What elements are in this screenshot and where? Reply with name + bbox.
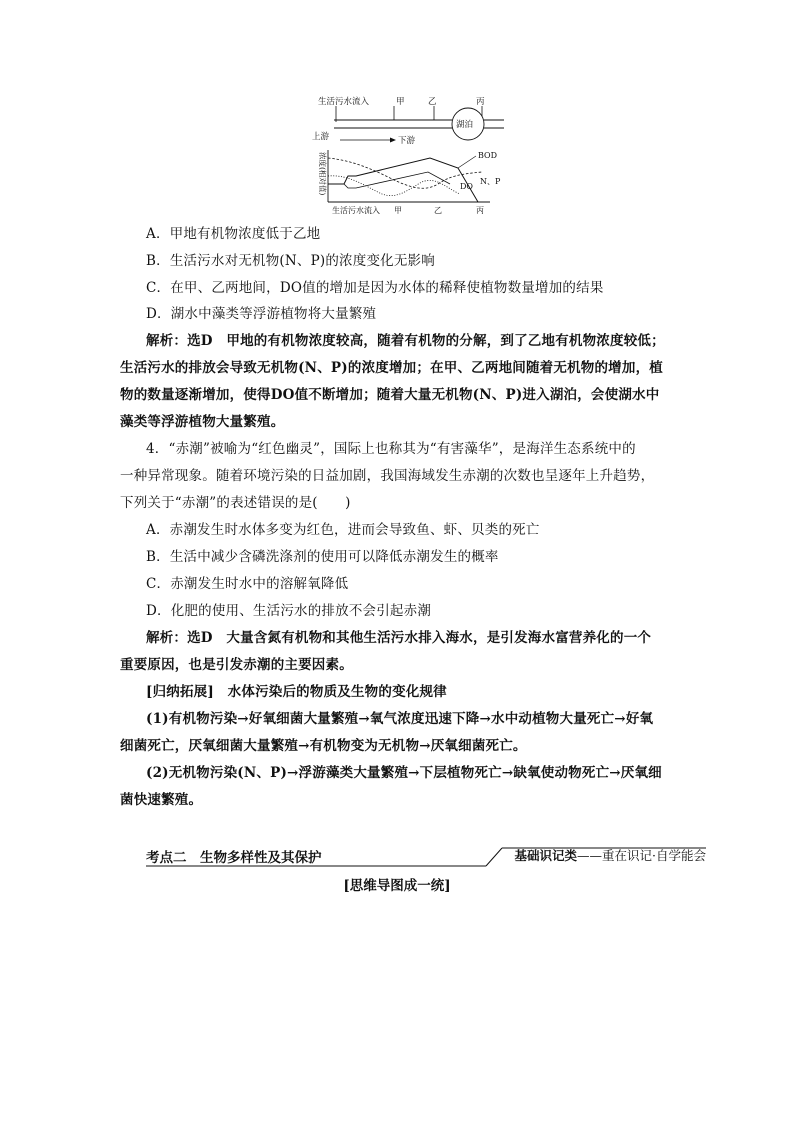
q4-analysis-line-1: 解析：选D 大量含氮有机物和其他生活污水排入海水，是引发海水富营养化的一个 bbox=[146, 630, 652, 646]
flow-arrowhead bbox=[390, 138, 396, 143]
x-label-yi: 乙 bbox=[434, 206, 442, 215]
q3-option-b: B．生活污水对无机物(N、P)的浓度变化无影响 bbox=[146, 253, 435, 269]
q3-option-a: A．甲地有机物浓度低于乙地 bbox=[146, 226, 321, 242]
q3-option-c: C．在甲、乙两地间，DO值的增加是因为水体的稀释使植物数量增加的结果 bbox=[146, 280, 604, 296]
q4-option-b: B．生活中减少含磷洗涤剂的使用可以降低赤潮发生的概率 bbox=[146, 549, 499, 565]
q3-analysis-line-2: 生活污水的排放会导致无机物(N、P)的浓度增加；在甲、乙两地间随着无机物的增加，植 bbox=[120, 360, 663, 376]
label-source: 生活污水流入 bbox=[318, 97, 370, 107]
q4-stem-line-3: 下列关于“赤潮”的表述错误的是( ) bbox=[120, 495, 351, 511]
q4-option-a: A．赤潮发生时水体多变为红色，进而会导致鱼、虾、贝类的死亡 bbox=[146, 522, 540, 538]
q3-analysis-line-3: 物的数量逐渐增加，使得DO值不断增加；随着大量无机物(N、P)进入湖泊，会使湖水中 bbox=[120, 387, 660, 403]
extension-p2-line-1: (2)无机物污染(N、P)→浮游藻类大量繁殖→下层植物死亡→缺氧使动物死亡→厌氧细 bbox=[146, 765, 662, 781]
section-header bbox=[146, 844, 706, 868]
x-label-jia: 甲 bbox=[394, 206, 402, 215]
extension-title: [归纳拓展] 水体污染后的物质及生物的变化规律 bbox=[146, 684, 447, 700]
label-lake: 湖泊 bbox=[456, 120, 474, 130]
bod-pointer bbox=[458, 156, 476, 168]
y-axis-label: 浓度(相对值) bbox=[318, 152, 327, 196]
q3-analysis-line-4: 藻类等浮游植物大量繁殖。 bbox=[120, 414, 285, 430]
label-jia: 甲 bbox=[396, 97, 405, 107]
q3-analysis-line-1: 解析：选D 甲地的有机物浓度较高，随着有机物的分解，到了乙地有机物浓度较低； bbox=[146, 333, 665, 349]
x-label-bing: 丙 bbox=[476, 206, 484, 215]
label-upstream: 上游 bbox=[312, 132, 330, 142]
series-np-line bbox=[328, 158, 482, 188]
label-downstream: 下游 bbox=[398, 136, 416, 146]
q3-option-d: D．湖水中藻类等浮游植物将大量繁殖 bbox=[146, 306, 377, 322]
series-label-do: DO bbox=[460, 182, 473, 191]
extension-p1-line-1: (1)有机物污染→好氧细菌大量繁殖→氧气浓度迅速下降→水中动植物大量死亡→好氧 bbox=[146, 711, 654, 727]
extension-p1-line-2: 细菌死亡，厌氧细菌大量繁殖→有机物变为无机物→厌氧细菌死亡。 bbox=[120, 738, 527, 754]
series-label-np: N、P bbox=[480, 177, 501, 186]
label-yi: 乙 bbox=[428, 97, 437, 107]
section-tag-strong: 基础识记类 bbox=[514, 848, 578, 863]
section-title: 考点二 生物多样性及其保护 bbox=[146, 850, 322, 866]
q4-analysis-line-2: 重要原因，也是引发赤潮的主要因素。 bbox=[120, 657, 353, 673]
q4-option-c: C．赤潮发生时水中的溶解氧降低 bbox=[146, 576, 349, 592]
pollution-diagram bbox=[310, 92, 510, 216]
q4-option-d: D．化肥的使用、生活污水的排放不会引起赤潮 bbox=[146, 603, 432, 619]
q4-stem-line-2: 一种异常现象。随着环境污染的日益加剧，我国海域发生赤潮的次数也呈逐年上升趋势， bbox=[120, 468, 655, 484]
mindmap-title: [思维导图成一统] bbox=[343, 878, 451, 894]
series-label-bod: BOD bbox=[478, 151, 497, 160]
section-tag-rest: ——重在识记·自学能会 bbox=[577, 848, 706, 863]
x-label-source: 生活污水流入 bbox=[332, 206, 380, 215]
series-bod-line bbox=[328, 158, 478, 202]
section-tag bbox=[515, 846, 707, 864]
q4-stem-line-1: 4．“赤潮”被喻为“红色幽灵”，国际上也称其为“有害藻华”，是海洋生态系统中的 bbox=[146, 441, 636, 457]
extension-p2-line-2: 菌快速繁殖。 bbox=[120, 792, 203, 808]
label-bing: 丙 bbox=[476, 97, 485, 107]
